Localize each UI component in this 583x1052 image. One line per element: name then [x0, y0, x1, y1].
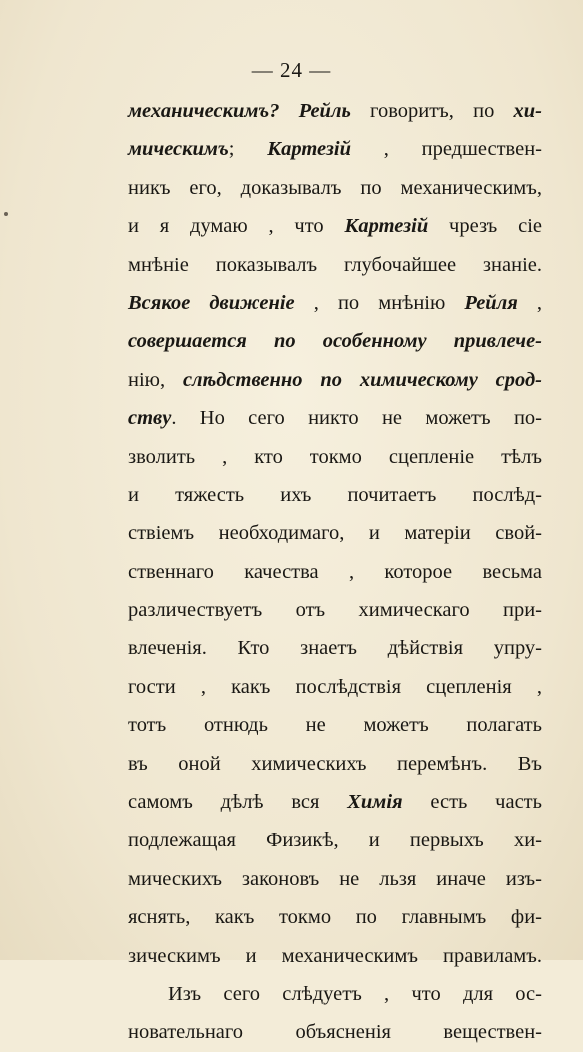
text-segment: ,	[517, 291, 543, 314]
text-line	[128, 361, 542, 399]
italic-text: механическимъ? Рейль	[128, 100, 351, 122]
italic-text: Рейля	[464, 291, 518, 314]
text-segment: ственнаго качества , которое весьма	[128, 560, 542, 583]
text-segment: , по мнѣнію	[294, 291, 465, 314]
paper-speck	[4, 212, 8, 216]
text-segment: говоритъ, по	[350, 100, 514, 122]
text-line	[128, 246, 542, 284]
text-segment: . Но сего никто не можетъ по-	[171, 407, 542, 430]
text-segment: Изъ сего слѣдуетъ , что для ос-	[168, 982, 542, 1005]
text-line	[128, 1013, 542, 1051]
text-line	[128, 706, 542, 744]
text-segment: яснять, какъ токмо по главнымъ фи-	[128, 906, 542, 929]
text-segment: подлежащая Физикѣ, и первыхъ хи-	[128, 829, 542, 852]
italic-text: мическимъ	[128, 138, 229, 161]
text-line	[128, 438, 542, 476]
text-segment: , предшествен-	[350, 138, 542, 161]
text-line	[128, 668, 542, 706]
text-line	[128, 898, 542, 936]
italic-text: Картезій	[267, 138, 351, 161]
text-line	[128, 207, 542, 245]
text-segment: тотъ отнюдь не можетъ полагать	[128, 714, 542, 737]
text-line	[128, 284, 542, 322]
text-segment: мнѣніе показывалъ глубочайшее знаніе.	[128, 253, 542, 276]
text-line	[128, 322, 542, 360]
text-segment: есть часть	[402, 791, 542, 814]
text-segment: ствіемъ необходимаго, и матеріи свой-	[128, 522, 542, 545]
text-line	[128, 783, 542, 821]
italic-text: ству	[128, 407, 172, 430]
text-segment: нію,	[128, 368, 183, 391]
italic-text: Всякое движеніе	[128, 291, 295, 314]
text-segment: зволить , кто токмо сцепленіе тѣлъ	[128, 445, 542, 468]
text-segment: мическихъ законовъ не льзя иначе изъ-	[128, 867, 542, 890]
text-segment: влеченія. Кто знаетъ дѣйствія упру-	[128, 637, 542, 660]
text-segment: самомъ дѣлѣ вся	[128, 791, 348, 814]
text-segment: и тяжесть ихъ почитаетъ послѣд-	[128, 483, 542, 506]
text-line	[128, 514, 542, 552]
text-segment: зическимъ и механическимъ правиламъ.	[128, 944, 542, 967]
text-line	[128, 553, 542, 591]
text-line	[128, 476, 542, 514]
italic-text: слѣдственно по химическому срод-	[182, 368, 542, 391]
text-line	[128, 860, 542, 898]
text-line	[128, 821, 542, 859]
page-number: — 24 —	[251, 58, 332, 82]
text-line	[128, 937, 542, 975]
text-line	[128, 399, 542, 437]
italic-text: хи-	[513, 100, 542, 122]
italic-text: Картезій	[344, 215, 429, 238]
text-line	[128, 629, 542, 667]
text-line	[128, 169, 542, 207]
text-segment: и я думаю , что	[128, 215, 345, 238]
text-segment: ;	[228, 138, 268, 161]
text-segment: новательнаго объясненія веществен-	[128, 1021, 542, 1044]
text-segment: никъ его, доказывалъ по механическимъ,	[128, 176, 542, 199]
text-segment: въ оной химическихъ перемѣнъ. Въ	[128, 752, 542, 775]
text-line	[128, 975, 542, 1013]
text-line	[128, 745, 542, 783]
italic-text: совершается по особенному привлече-	[128, 330, 542, 353]
text-segment: различествуетъ отъ химическаго при-	[128, 599, 542, 622]
text-line	[128, 92, 542, 130]
text-line	[128, 591, 542, 629]
italic-text: Химія	[347, 791, 403, 814]
text-segment: гости , какъ послѣдствія сцепленія ,	[128, 675, 542, 698]
text-segment: чрезъ сіе	[428, 215, 542, 238]
text-line	[128, 130, 542, 168]
body-text	[128, 92, 542, 1052]
